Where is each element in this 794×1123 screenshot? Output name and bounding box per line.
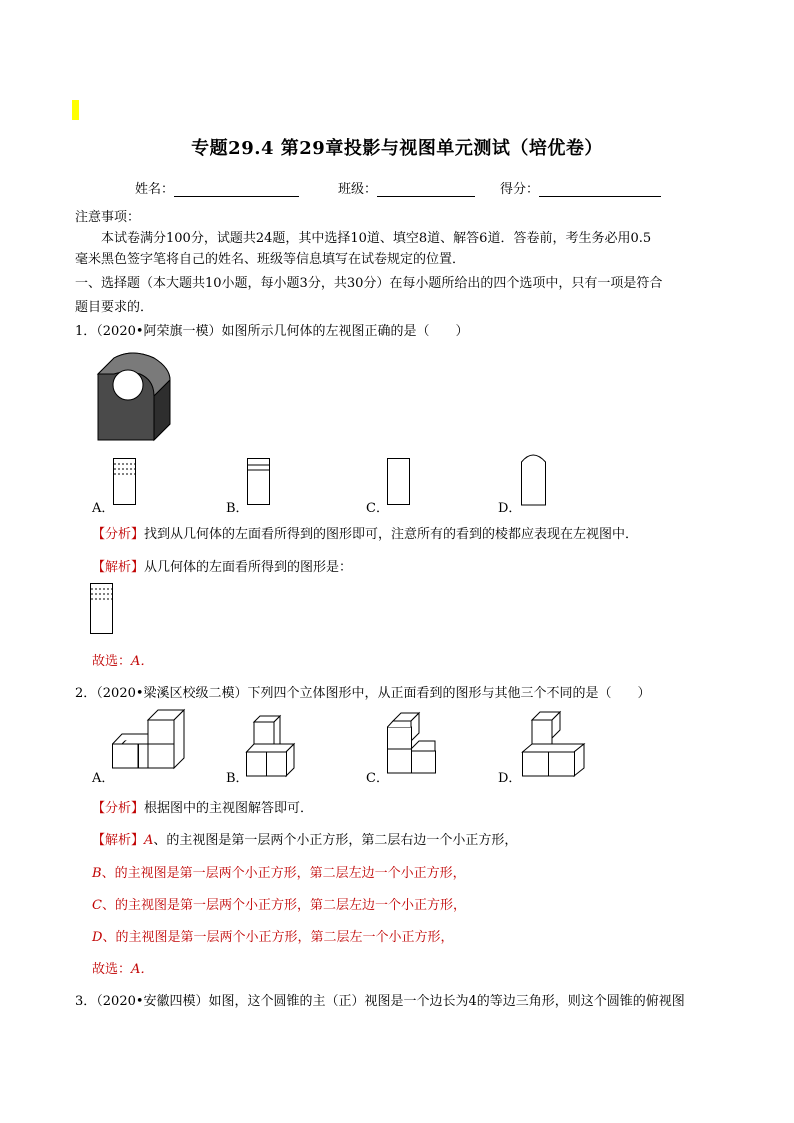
q1-analysis-text: 找到从几何体的左面看所得到的图形即可，注意所有的看到的棱都应表现在左视图中． xyxy=(144,527,639,542)
q2-sol-d-letter: D xyxy=(92,930,103,945)
class-field xyxy=(338,178,475,197)
q2-sol-a-letter: A xyxy=(144,833,154,848)
q1-solution-text: 从几何体的左面看所得到的图形是： xyxy=(144,560,353,575)
section-heading-line-2: 题目要求的． xyxy=(75,300,154,315)
q2-solution-a xyxy=(92,829,517,848)
q2-answer-prefix: 故选： xyxy=(92,962,132,977)
q2-answer xyxy=(92,958,153,977)
q2-option-c-figure xyxy=(387,713,437,777)
q2-analysis xyxy=(92,797,313,816)
section-heading-line-1: 一、选择题（本大题共10小题，每小题3分，共30分）在每小题所给出的四个选项中，只有一项是符合 xyxy=(75,276,663,291)
q1-stem: 1．（2020•阿荣旗一模）如图所示几何体的左视图正确的是（ ） xyxy=(75,324,469,339)
q2-analysis-label: 【分析】 xyxy=(92,801,145,816)
q2-sol-a-text: 、的主视图是第一层两个小正方形，第二层右边一个小正方形， xyxy=(153,833,518,848)
q2-sol-b-text: 、的主视图是第一层两个小正方形，第二层左边一个小正方形， xyxy=(101,866,466,881)
notes-heading: 注意事项： xyxy=(75,210,141,225)
q2-sol-b-letter: B xyxy=(92,866,102,881)
q2-option-a[interactable]: A． xyxy=(92,771,115,786)
q2-sol-c-letter: C xyxy=(92,898,102,913)
q1-analysis xyxy=(92,523,638,542)
q2-solution-d xyxy=(92,926,453,945)
class-blank xyxy=(377,182,475,197)
name-blank xyxy=(174,182,299,197)
q1-solution-figure xyxy=(90,583,114,635)
q1-option-d[interactable]: D． xyxy=(498,501,522,516)
q1-solution xyxy=(92,556,352,575)
q2-stem: 2．（2020•梁溪区校级二模）下列四个立体图形中，从正面看到的图形与其他三个不同的是（ ） xyxy=(75,686,651,701)
score-blank xyxy=(539,182,661,197)
name-field xyxy=(135,178,299,197)
notes-line-2: 毫米黑色签字笔将自己的姓名、班级等信息填写在试卷规定的位置． xyxy=(75,252,466,267)
page-title: 专题29.4 第29章投影与视图单元测试（培优卷） xyxy=(191,138,603,159)
q2-analysis-text: 根据图中的主视图解答即可． xyxy=(144,801,314,816)
q2-option-b[interactable]: B． xyxy=(226,771,249,786)
score-field xyxy=(500,178,661,197)
q1-option-b-figure xyxy=(247,458,271,506)
q2-option-b-figure xyxy=(246,714,302,778)
q1-solid-figure xyxy=(92,352,176,444)
q2-answer-value: A． xyxy=(131,962,154,977)
highlight-marker xyxy=(72,100,79,120)
score-label: 得分： xyxy=(500,182,540,197)
q2-solution-label: 【解析】 xyxy=(92,833,145,848)
q1-answer xyxy=(92,650,153,669)
q1-option-d-figure xyxy=(521,452,547,506)
q1-option-b[interactable]: B． xyxy=(226,501,249,516)
q2-sol-c-text: 、的主视图是第一层两个小正方形，第二层左边一个小正方形， xyxy=(101,898,466,913)
q1-option-a-figure xyxy=(113,458,137,506)
q2-option-c[interactable]: C． xyxy=(366,771,389,786)
q1-option-c[interactable]: C． xyxy=(366,501,389,516)
name-label: 姓名： xyxy=(135,182,175,197)
q3-stem: 3．（2020•安徽四模）如图，这个圆锥的主（正）视图是一个边长为4的等边三角形，则这个圆锥的俯视图 xyxy=(75,994,685,1009)
q1-analysis-label: 【分析】 xyxy=(92,527,145,542)
q2-solution-b xyxy=(92,862,466,881)
class-label: 班级： xyxy=(338,182,378,197)
q2-solution-c xyxy=(92,894,466,913)
notes-line-1: 本试卷满分100分，试题共24题，其中选择10道、填空8道、解答6道．答卷前，考生务必用0.5 xyxy=(101,231,652,246)
q1-option-a[interactable]: A． xyxy=(92,501,115,516)
q2-option-a-figure xyxy=(112,710,190,776)
q2-option-d-figure xyxy=(522,710,586,778)
q2-sol-d-text: 、的主视图是第一层两个小正方形，第二层左一个小正方形， xyxy=(102,930,454,945)
q1-answer-value: A． xyxy=(131,654,154,669)
q2-option-d[interactable]: D． xyxy=(498,771,522,786)
q1-answer-prefix: 故选： xyxy=(92,654,132,669)
q1-option-c-figure xyxy=(387,458,411,506)
q1-solution-label: 【解析】 xyxy=(92,560,145,575)
